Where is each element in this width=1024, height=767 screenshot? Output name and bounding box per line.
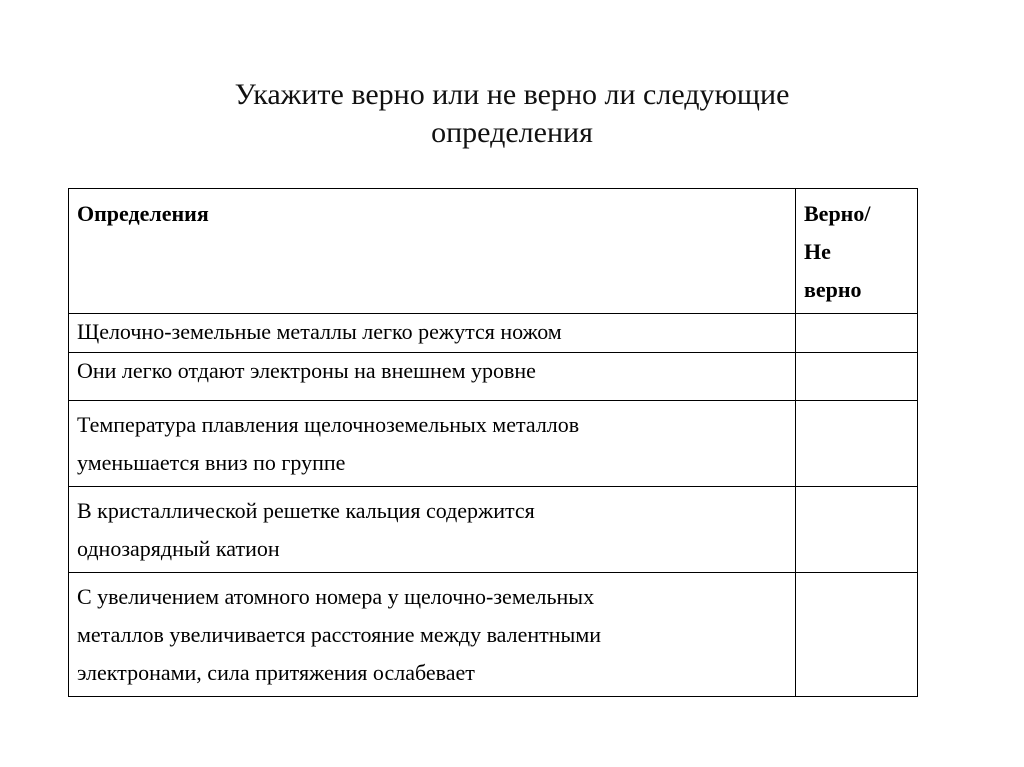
- table-row: [69, 353, 918, 401]
- header-answer-line-2: Не: [804, 239, 831, 264]
- table-row: [69, 401, 918, 487]
- definition-cell: [69, 573, 796, 697]
- table-header-row: [69, 189, 918, 314]
- definition-cell: [69, 401, 796, 487]
- definition-text: Щелочно-земельные металлы легко режутся ножом: [77, 319, 562, 344]
- answer-cell[interactable]: [796, 573, 918, 697]
- definition-text: Они легко отдают электроны на внешнем уровне: [77, 358, 536, 383]
- definition-text: С увеличением атомного номера у щелочно-земельных: [77, 584, 595, 609]
- header-answer: [796, 189, 918, 314]
- slide-title-line-1: Укажите верно или не верно ли следующие: [234, 78, 790, 111]
- definition-text: В кристаллической решетке кальция содержится: [77, 498, 535, 523]
- table-row: [69, 573, 918, 697]
- answer-cell[interactable]: [796, 314, 918, 353]
- table-row: [69, 314, 918, 353]
- header-answer-line-1: Верно/: [804, 201, 871, 226]
- slide-title-line-2: определения: [431, 116, 593, 149]
- definition-cell: [69, 353, 796, 401]
- header-definitions: Определения: [69, 189, 796, 314]
- definition-cell: [69, 314, 796, 353]
- header-answer-line-3: верно: [804, 277, 862, 302]
- answer-cell[interactable]: [796, 401, 918, 487]
- definition-cell: [69, 487, 796, 573]
- definition-text: электронами, сила притяжения ослабевает: [77, 660, 475, 685]
- definition-text: Температура плавления щелочноземельных металлов: [77, 412, 580, 437]
- table-row: [69, 487, 918, 573]
- answer-cell[interactable]: [796, 487, 918, 573]
- definitions-table: [68, 188, 918, 697]
- definition-text: уменьшается вниз по группе: [77, 450, 346, 475]
- definition-text: однозарядный катион: [77, 536, 280, 561]
- slide-title: [0, 76, 1024, 152]
- answer-cell[interactable]: [796, 353, 918, 401]
- definition-text: металлов увеличивается расстояние между валентными: [77, 622, 602, 647]
